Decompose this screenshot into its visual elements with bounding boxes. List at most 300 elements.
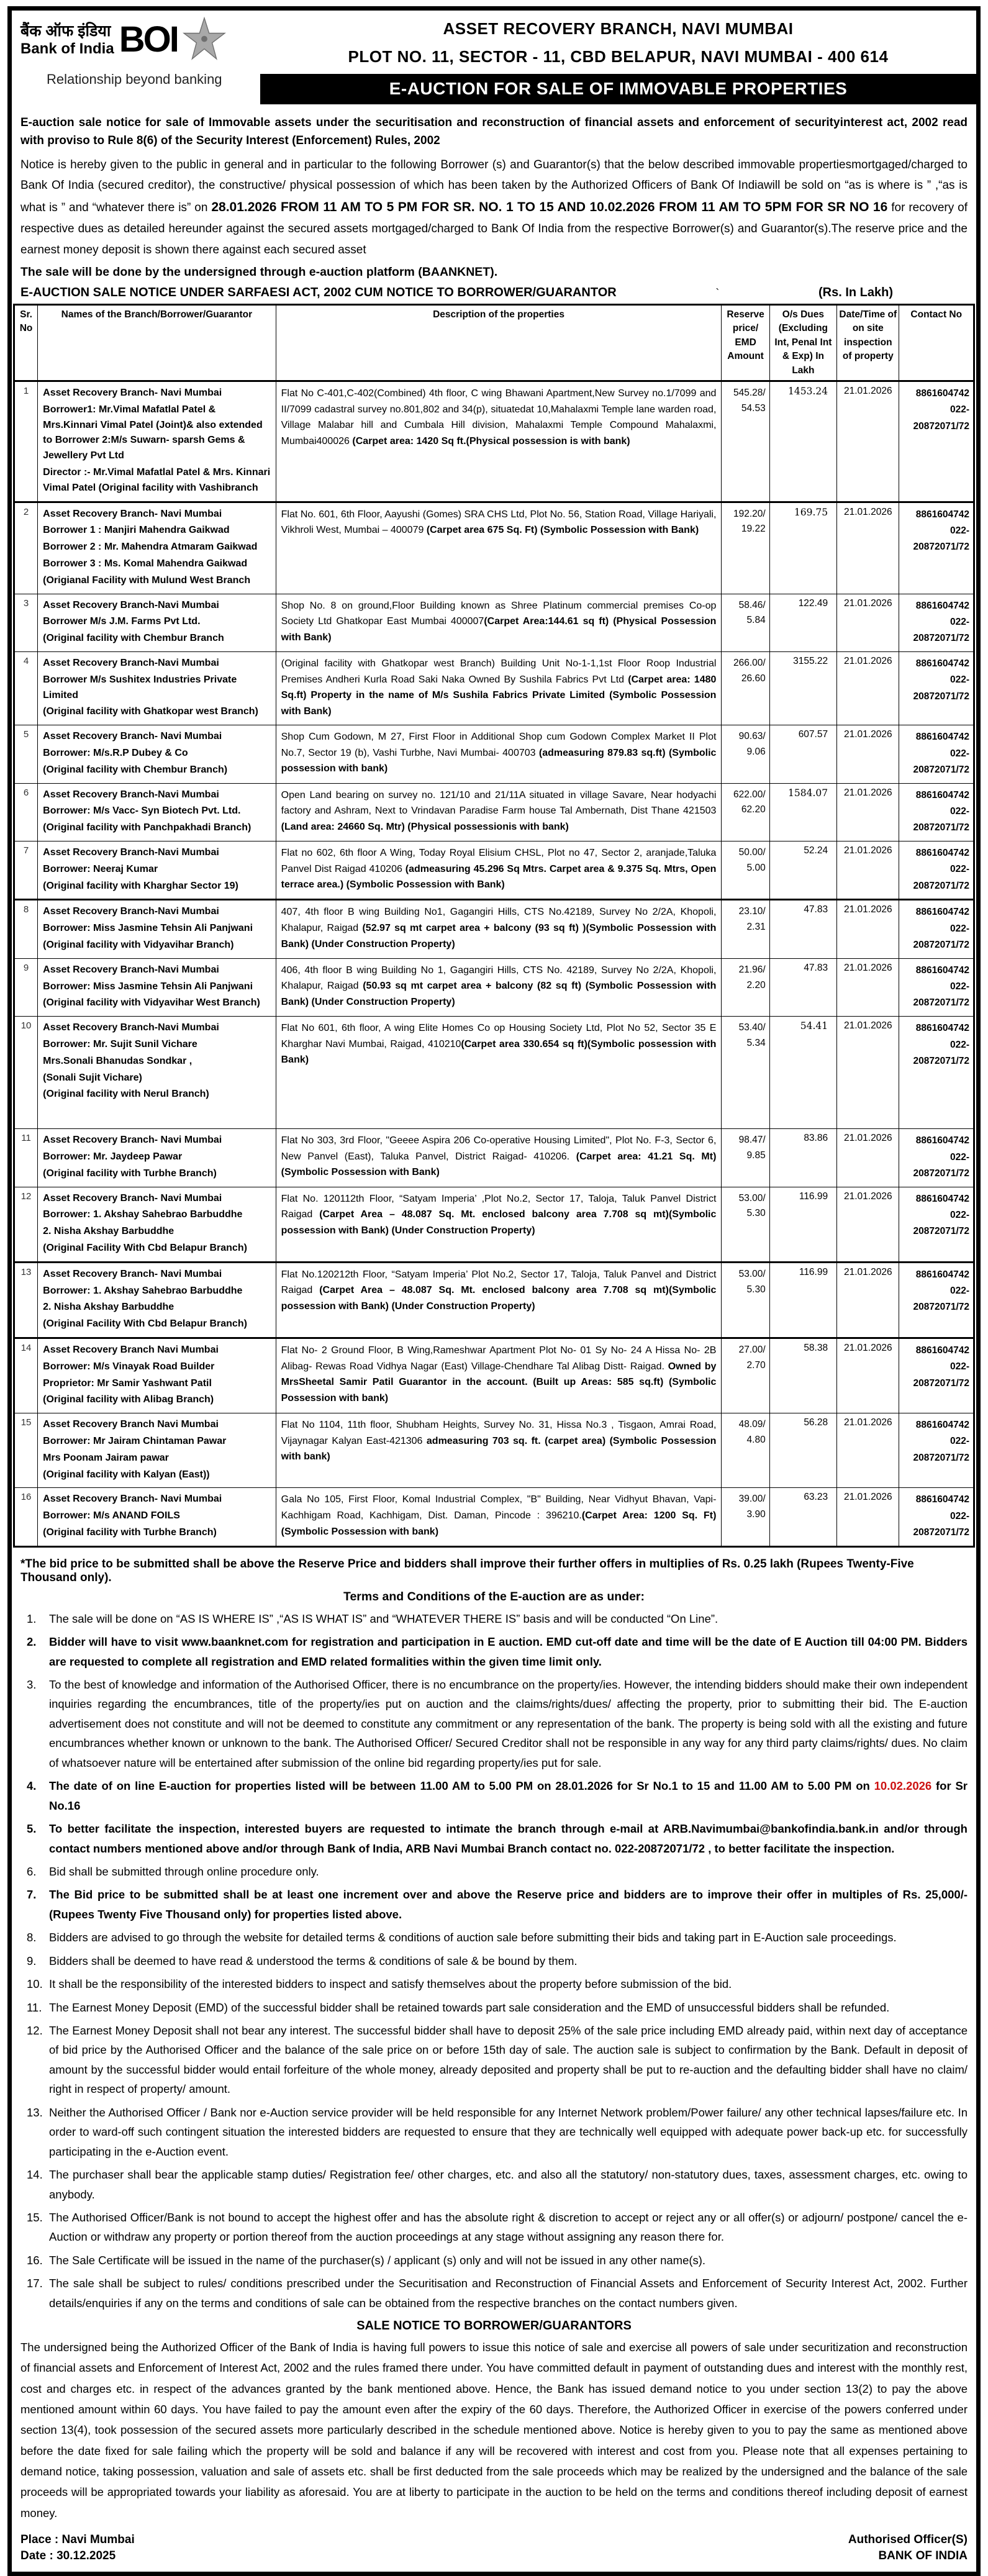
row-borrower-names	[38, 1187, 276, 1262]
row-property-description	[276, 652, 722, 725]
contact-line: 20872071/72	[913, 420, 969, 432]
sale-notice-heading: SALE NOTICE TO BORROWER/GUARANTORS	[356, 2319, 632, 2333]
borrower-line: Asset Recovery Branch-Navi Mumbai	[43, 789, 219, 800]
term-item: The Earnest Money Deposit shall not bear any interest. The successful bidder shall have to deposit 25% of the sale price including EMD already paid, within next day of acceptance of bid price by the Authorised Officer and the balance of the sale price on or before 15th day of sale. The auction sale is subject to confirmation by the Bank. Default in deposit of amount by the successful bidder would entail forfeiture of the whole money, already deposited and property shall be put to re-auction and the defaulting bidder shall have no claim/ right in respect of property/ amount.	[49, 2024, 968, 2096]
row-sr-no: 16	[14, 1488, 38, 1546]
row-contact-no	[899, 1488, 974, 1546]
emd-amount: 2.70	[746, 1359, 766, 1371]
term-item: The Sale Certificate will be issued in the name of the purchaser(s) / applicant (s) only and will not be issued in any other name(s).	[49, 2253, 706, 2267]
row-inspection-date: 21.01.2026	[837, 1187, 899, 1262]
row-property-description	[276, 594, 722, 651]
emd-amount: 4.80	[746, 1434, 766, 1445]
table-header-row	[14, 304, 974, 381]
row-contact-no	[899, 841, 974, 900]
row-property-description	[276, 1338, 722, 1413]
highlighted-date: 10.02.2026	[874, 1779, 932, 1793]
borrower-line: Borrower M/s Sushitex Industries Private Limited	[43, 674, 237, 701]
property-row	[14, 594, 974, 651]
contact-line: 022-	[949, 1209, 969, 1220]
emd-amount: 62.20	[741, 804, 766, 815]
row-contact-no	[899, 783, 974, 841]
row-sr-no: 5	[14, 725, 38, 783]
row-property-description	[276, 1017, 722, 1129]
property-row	[14, 783, 974, 841]
contact-line: 8861604742	[915, 658, 969, 669]
row-inspection-date: 21.01.2026	[837, 841, 899, 900]
borrower-line: Asset Recovery Branch Navi Mumbai	[43, 1419, 219, 1430]
emd-amount: 2.20	[746, 979, 766, 991]
description-text: Flat No- 2 Ground Floor, B Wing,Rameshwar Apartment Plot No- 01 Sy No- 24 A Hissa No- 2B Alibag- Rewas Road Vidhya Nagar (East) Village-Chendhare Tal Alibag Distt- Raigad.	[281, 1345, 717, 1372]
contact-line: 022-	[949, 617, 969, 627]
borrower-line: Borrower 3 : Ms. Komal Mahendra Gaikwad	[43, 558, 248, 569]
borrower-line: Borrower: Mr. Sujit Sunil Vichare	[43, 1038, 197, 1050]
intro-section	[12, 104, 976, 300]
description-text: 407, 4th floor B wing Building No1, Gagangiri Hills, CTS No.42189, Survey No 2/2A, Khopoli, Khalapur, Raigad	[281, 907, 717, 933]
reserve-price: 98.47/	[738, 1135, 766, 1146]
property-row	[14, 1488, 974, 1546]
borrower-line: (Original Facility With Cbd Belapur Branch)	[43, 1318, 247, 1330]
description-text: Flat No 303, 3rd Floor, "Geeee Aspira 206 Co-operative Housing Limited", Plot No. F-3, Sector 6, New Panvel (East), Taluka Panvel, District Raigad- 410206.	[281, 1135, 717, 1162]
contact-line: 8861604742	[915, 1193, 969, 1204]
row-sr-no: 6	[14, 783, 38, 841]
row-property-description	[276, 1129, 722, 1187]
reserve-price: 58.46/	[738, 599, 766, 610]
emd-amount: 9.06	[746, 746, 766, 758]
description-text: Flat No. 601, 6th Floor, Aayushi (Gomes) SRA CHS Ltd, Plot No. 56, Station Road, Village Hariyali, Vikhroli West, Mumbai – 400079	[281, 509, 717, 536]
row-reserve-emd	[722, 381, 769, 502]
row-borrower-names	[38, 1338, 276, 1413]
row-sr-no: 1	[14, 381, 38, 502]
description-bold-text: (Carpet area: 1420 Sq ft.(Physical possession is with bank)	[352, 435, 630, 447]
contact-line: 20872071/72	[913, 1527, 969, 1538]
row-outstanding-dues: 58.38	[769, 1338, 836, 1413]
property-row	[14, 381, 974, 502]
contact-line: 8861604742	[915, 848, 969, 859]
sale-notice-body: The undersigned being the Authorized Officer of the Bank of India is having full powers to issue this notice of sale and exercise all powers of sale under securitization and reconstruction of financial assets and Enforcement of Interest Act, 2002 and the rules framed there under. You have committed default in payment of outstanding dues and interest with the monthly rest, cost and charges etc. in respect of the advances granted by the bank mentioned above. Hence, the Bank has issued demand notice to you under section 13(2) to pay the above mentioned amount within 60 days. You have failed to pay the amount even after the expiry of the 60 days. Therefore, the Authorized Officer in exercise of the powers conferred under section 13(4), took possession of the secured assets more particularly described in the schedule mentioned above. Notice is hereby given to you to pay the same as mentioned above before the date fixed for sale failing which the property will be sold and balance if any will be recovered with interest and cost from you. Please note that all expenses pertaining to demand notice, taking possession, valuation and sale of assets etc. shall be first deducted from the sale proceeds which may be realized by the undersigned and the balance of the sale proceeds will be appropriated towards your liability as aforesaid. You are at liberty to participate in the auction to be held on the terms and conditions thereof including deposit of earnest money.	[20, 2341, 968, 2519]
row-borrower-names	[38, 841, 276, 900]
contact-line: 20872071/72	[913, 940, 969, 951]
description-bold-text: Owned by MrsSheetal Samir Patil Guarantor in the account. (Built up Areas: 585 sq.ft) (Symbolic Possession with bank)	[281, 1361, 717, 1404]
borrower-line: (Origianal Facility with Mulund West Branch	[43, 574, 251, 586]
row-inspection-date: 21.01.2026	[837, 725, 899, 783]
row-sr-no: 4	[14, 652, 38, 725]
contact-line: 022-	[949, 1436, 969, 1447]
row-contact-no	[899, 652, 974, 725]
row-reserve-emd	[722, 900, 769, 958]
row-outstanding-dues: 83.86	[769, 1129, 836, 1187]
row-sr-no: 2	[14, 502, 38, 594]
borrower-line: (Original Facility With Cbd Belapur Branch)	[43, 1242, 247, 1253]
unit-note: (Rs. In Lakh)	[818, 285, 893, 299]
header-contact: Contact No	[899, 304, 974, 381]
borrower-line: Asset Recovery Branch-Navi Mumbai	[43, 964, 219, 975]
row-reserve-emd	[722, 1017, 769, 1129]
borrower-line: (Original facility with Vidyavihar Branch)	[43, 940, 234, 950]
branch-address: PLOT NO. 11, SECTOR - 11, CBD BELAPUR, NAVI MUMBAI - 400 614	[348, 47, 889, 66]
contact-line: 20872071/72	[913, 764, 969, 775]
row-borrower-names	[38, 958, 276, 1016]
property-row	[14, 1338, 974, 1413]
borrower-line: Asset Recovery Branch-Navi Mumbai	[43, 599, 219, 610]
row-inspection-date: 21.01.2026	[837, 594, 899, 651]
row-sr-no: 13	[14, 1262, 38, 1338]
notice-paragraph-text2: for recovery of respective dues as detailed hereunder against the secured assets mortgaged/charged to Bank Of India from the respective Borrower(s) and Guarantor(s).The reserve price and the earnest money deposit is shown there against each secured asset	[20, 201, 968, 256]
contact-line: 8861604742	[915, 907, 969, 918]
row-inspection-date: 21.01.2026	[837, 900, 899, 958]
contact-line: 8861604742	[915, 1023, 969, 1034]
property-row	[14, 900, 974, 958]
emd-amount: 5.30	[746, 1208, 766, 1219]
property-row	[14, 1413, 974, 1488]
contact-line: 022-	[949, 748, 969, 759]
contact-line: 20872071/72	[913, 1302, 969, 1313]
description-bold-text: (Land area: 24660 Sq. Mtr) (Physical possessionis with bank)	[281, 821, 569, 832]
row-borrower-names	[38, 381, 276, 502]
reserve-price: 266.00/	[733, 658, 766, 669]
term-item: To the best of knowledge and information of the Authorised Officer, there is no encumbrance on the property/ies. However, the intending bidders should make their own independent inquiries regarding the encumbrances, title of the property/ies put on auction and the claims/rights/dues/ affecting the property, prior to submitting their bid. The E-auction advertisement does not constitute and will not be deemed to constitute any commitment or any representation of the bank. The property is being sold with all the existing and future encumbrances whether known or unknown to the bank. The Authorised Officer/ Secured Creditor shall not be responsible in any way for any third party claims/rights/ dues. No claim of whatsoever nature will be entertained after submission of the online bid regarding property/ies put for sale.	[49, 1678, 968, 1769]
row-reserve-emd	[722, 1413, 769, 1488]
term-item: Bidders are advised to go through the website for detailed terms & conditions of auction sale before submitting their bids and taking part in E-Auction sale proceedings.	[49, 1931, 897, 1944]
row-sr-no: 9	[14, 958, 38, 1016]
description-text: 406, 4th floor B wing Building No 1, Gagangiri Hills, CTS No. 42189, Survey No 2/2A, Khopoli, Khalapur, Raigad	[281, 964, 717, 992]
emd-amount: 5.30	[746, 1284, 766, 1295]
header-names: Names of the Branch/Borrower/Guarantor	[38, 304, 276, 381]
reserve-price: 21.96/	[738, 964, 766, 975]
contact-line: 8861604742	[915, 732, 969, 743]
description-bold-text: (Carpet area: 41.21 Sq. Mt) (Symbolic Possession with Bank)	[281, 1151, 717, 1178]
row-borrower-names	[38, 1262, 276, 1338]
term-item: The purchaser shall bear the applicable stamp duties/ Registration fee/ other charges, etc. and also all the statutory/ non-statutory dues, taxes, assessment charges, etc. owing to anybody.	[49, 2168, 968, 2201]
row-property-description	[276, 1488, 722, 1546]
row-borrower-names	[38, 652, 276, 725]
reserve-price: 622.00/	[733, 789, 766, 800]
description-text: Flat no 602, 6th floor A Wing, Today Royal Elisium CHSL, Plot no 47, Sector 2, aranjade,Taluka Panvel Dist Raigad 410206	[281, 848, 717, 874]
contact-line: 022-	[949, 1039, 969, 1050]
contact-line: 022-	[949, 1510, 969, 1522]
footer-bank: BANK OF INDIA	[878, 2549, 968, 2562]
bank-name-hindi: बैंक ऑफ इंडिया	[20, 22, 111, 40]
row-outstanding-dues: 607.57	[769, 725, 836, 783]
row-reserve-emd	[722, 594, 769, 651]
bank-logo	[12, 11, 260, 104]
footer-place: Place : Navi Mumbai	[20, 2533, 135, 2546]
row-property-description	[276, 381, 722, 502]
emd-amount: 9.85	[746, 1150, 766, 1161]
notice-paragraph	[20, 155, 968, 260]
row-sr-no: 14	[14, 1338, 38, 1413]
reserve-price: 53.00/	[738, 1192, 766, 1204]
contact-line: 20872071/72	[913, 633, 969, 644]
borrower-line: Borrower: Neeraj Kumar	[43, 863, 158, 874]
contact-line: 20872071/72	[913, 691, 969, 702]
borrower-line: (Original facility with Nerul Branch)	[43, 1089, 209, 1100]
borrower-line: Asset Recovery Branch-Navi Mumbai	[43, 847, 219, 858]
row-borrower-names	[38, 594, 276, 651]
emd-amount: 5.00	[746, 862, 766, 873]
property-row	[14, 1187, 974, 1262]
row-borrower-names	[38, 900, 276, 958]
contact-line: 022-	[949, 1361, 969, 1372]
row-property-description	[276, 1262, 722, 1338]
borrower-line: (Original facility with Alibag Branch)	[43, 1394, 214, 1405]
auction-notice-document	[7, 6, 981, 2576]
borrower-line: Director :- Mr.Vimal Mafatlal Patel & Mrs. Kinnari Vimal Patel (Original facility with Vashibranch	[43, 467, 271, 493]
row-outstanding-dues: 116.99	[769, 1262, 836, 1338]
emd-amount: 3.90	[746, 1509, 766, 1520]
description-text: Flat No.120212th Floor, “Satyam Imperia’ Plot No.2, Sector 17, Taloja, Taluk Panvel and District Raigad	[281, 1269, 717, 1296]
row-property-description	[276, 900, 722, 958]
row-sr-no: 8	[14, 900, 38, 958]
row-property-description	[276, 958, 722, 1016]
row-contact-no	[899, 1413, 974, 1488]
emd-amount: 54.53	[741, 402, 766, 414]
row-contact-no	[899, 502, 974, 594]
row-outstanding-dues: 1453.24	[769, 381, 836, 502]
description-bold-text: (Carpet area: 1480 Sq.ft) Property in the name of M/s Sushila Fabrics Private Limited (Symbolic Possession with Bank)	[281, 674, 717, 717]
row-inspection-date: 21.01.2026	[837, 502, 899, 594]
row-property-description	[276, 841, 722, 900]
row-borrower-names	[38, 783, 276, 841]
rupee-symbol-mark: `	[715, 286, 720, 299]
property-row	[14, 652, 974, 725]
row-inspection-date: 21.01.2026	[837, 381, 899, 502]
row-borrower-names	[38, 1413, 276, 1488]
borrower-line: Borrower 1 : Manjiri Mahendra Gaikwad	[43, 525, 230, 536]
contact-line: 20872071/72	[913, 997, 969, 1009]
borrower-line: (Original facility with Chembur Branch)	[43, 764, 228, 775]
contact-line: 8861604742	[915, 964, 969, 976]
reserve-price: 39.00/	[738, 1494, 766, 1505]
row-borrower-names	[38, 502, 276, 594]
contact-line: 20872071/72	[913, 822, 969, 833]
reserve-price: 192.20/	[733, 508, 766, 519]
row-reserve-emd	[722, 841, 769, 900]
term-item: To better facilitate the inspection, interested buyers are requested to intimate the branch through e-mail at ARB.Navimumbai@bankofindia.bank.in and/or through contact numbers mentioned above and/or through Bank of India, ARB Navi Mumbai Branch contact no. 022-20872071/72 , to better facilitate the inspection.	[49, 1822, 968, 1855]
row-contact-no	[899, 594, 974, 651]
row-contact-no	[899, 1017, 974, 1129]
row-property-description	[276, 1187, 722, 1262]
reserve-price: 545.28/	[733, 388, 766, 399]
reserve-price: 48.09/	[738, 1419, 766, 1430]
borrower-line: Mrs.Sonali Bhanudas Sondkar ,	[43, 1055, 193, 1066]
term-item: Neither the Authorised Officer / Bank nor e-Auction service provider will be held responsible for any Internet Network problem/Power failure/ any other technical lapses/failure etc. In order to ward-off such contingent situation the interested bidders are requested to ensure that they are technically well equipped with adequate power back-up etc. for successfully participating in the e-Auction event.	[49, 2105, 968, 2158]
borrower-line: 2. Nisha Akshay Barbuddhe	[43, 1302, 174, 1313]
borrower-line: (Original facility with Ghatkopar west Branch)	[43, 706, 258, 717]
contact-line: 8861604742	[915, 789, 969, 800]
term-item: The Earnest Money Deposit (EMD) of the successful bidder shall be retained towards part sale consideration and the EMD of unsuccessful bidders shall be refunded.	[49, 2000, 890, 2014]
borrower-line: Asset Recovery Branch- Navi Mumbai	[43, 508, 222, 519]
row-borrower-names	[38, 1017, 276, 1129]
borrower-line: (Sonali Sujit Vichare)	[43, 1072, 142, 1083]
term-item: Bidder will have to visit www.baanknet.com for registration and participation in E auction. EMD cut-off date and time will be the date of E Auction till 04:00 PM. Bidders are requested to complete all registration and EMD related formalities within the given time limit only.	[49, 1635, 968, 1668]
contact-line: 8861604742	[915, 1494, 969, 1505]
reserve-price: 90.63/	[738, 731, 766, 742]
borrower-line: Asset Recovery Branch- Navi Mumbai	[43, 388, 222, 399]
branch-name: ASSET RECOVERY BRANCH, NAVI MUMBAI	[443, 19, 794, 38]
description-text: Flat No 1104, 11th floor, Shubham Heights, Survey No. 31, Hissa No.3 , Tisgaon, Amrai Road, Vijaynagar Kalyan East-421306	[281, 1420, 717, 1446]
borrower-line: Borrower M/s J.M. Farms Pvt Ltd.	[43, 616, 201, 627]
description-bold-text: (Carpet area 675 Sq. Ft) (Symbolic Possession with Bank)	[426, 525, 699, 536]
contact-line: 8861604742	[915, 388, 969, 399]
borrower-line: Borrower1: Mr.Vimal Mafatlal Patel & Mrs.Kinnari Vimal Patel (Joint)& also extended to Borrower 2:M/s Suwarn- sparsh Gems & Jewellery Pvt Ltd	[43, 404, 263, 461]
header-description: Description of the properties	[276, 304, 722, 381]
row-inspection-date: 21.01.2026	[837, 958, 899, 1016]
description-bold-text: (Carpet Area: 1200 Sq. Ft) (Symbolic Possession with bank)	[281, 1510, 717, 1537]
table-title: E-AUCTION SALE NOTICE UNDER SARFAESI ACT, 2002 CUM NOTICE TO BORROWER/GUARANTOR	[20, 285, 617, 299]
borrower-line: Asset Recovery Branch- Navi Mumbai	[43, 1135, 222, 1146]
bank-abbreviation: BOI	[119, 19, 178, 60]
term-item: Bid shall be submitted through online procedure only.	[49, 1864, 319, 1878]
borrower-line: Borrower: M/s Vacc- Syn Biotech Pvt. Ltd.	[43, 805, 241, 817]
row-borrower-names	[38, 1488, 276, 1546]
emd-amount: 2.31	[746, 922, 766, 933]
borrower-line: Asset Recovery Branch-Navi Mumbai	[43, 1022, 219, 1033]
contact-line: 8861604742	[915, 1420, 969, 1431]
emd-amount: 5.34	[746, 1037, 766, 1048]
row-sr-no: 15	[14, 1413, 38, 1488]
property-row	[14, 958, 974, 1016]
contact-line: 20872071/72	[913, 1226, 969, 1237]
emd-amount: 26.60	[741, 673, 766, 684]
term-item: The Authorised Officer/Bank is not bound to accept the highest offer and has the absolute right & discretion to accept or reject any or all offer(s) or adjourn/ postpone/ cancel the e-Auction or withdraw any property or portion thereof from the auction proceedings at any stage without assigning any reason there for.	[49, 2210, 968, 2244]
row-contact-no	[899, 1129, 974, 1187]
contact-line: 022-	[949, 981, 969, 992]
reserve-price: 27.00/	[738, 1344, 766, 1355]
property-row	[14, 725, 974, 783]
description-bold-text: (Carpet area 330.654 sq ft)(Symbolic possession with Bank)	[281, 1038, 717, 1066]
auction-title-banner: E-AUCTION FOR SALE OF IMMOVABLE PROPERTIES	[260, 74, 976, 104]
property-row	[14, 841, 974, 900]
term-item: The Bid price to be submitted shall be at least one increment over and above the Reserve price and bidders are to improve their offer in multiples of Rs. 25,000/-(Rupees Twenty Five Thousand only) for properties listed above.	[49, 1888, 968, 1921]
row-reserve-emd	[722, 725, 769, 783]
description-bold-text: admeasuring 703 sq. ft. (carpet area) (Symbolic Possession with bank)	[281, 1435, 717, 1463]
row-inspection-date: 21.01.2026	[837, 1413, 899, 1488]
contact-line: 022-	[949, 404, 969, 415]
row-reserve-emd	[722, 1262, 769, 1338]
row-reserve-emd	[722, 502, 769, 594]
description-bold-text: (admeasuring 45.296 Sq Mtrs. Carpet area & 9.375 Sq. Mtrs, Open terrace area.) (Symbolic Possession with Bank)	[281, 863, 717, 891]
row-inspection-date: 21.01.2026	[837, 1129, 899, 1187]
borrower-line: Mrs Poonam Jairam pawar	[43, 1452, 169, 1463]
row-contact-no	[899, 900, 974, 958]
row-contact-no	[899, 1187, 974, 1262]
row-outstanding-dues: 122.49	[769, 594, 836, 651]
description-text: Shop Cum Godown, M 27, First Floor in Additional Shop cum Godown Complex Market II Plot No.7, Sector 19 (b), Vashi Turbhe, Navi Mumbai- 400703	[281, 732, 717, 758]
description-text: Gala No 105, First Floor, Komal Industrial Complex, "B" Building, Near Vidhyut Bhavan, Vapi- Kachhigam Road, Kachhigam, Dist. Daman, Pincode : 396210.	[281, 1494, 717, 1521]
row-reserve-emd	[722, 1187, 769, 1262]
borrower-line: 2. Nisha Akshay Barbuddhe	[43, 1226, 174, 1237]
term-item: The sale will be done on “AS IS WHERE IS” ,“AS IS WHAT IS” and “WHATEVER THERE IS” basis and will be conducted “On Line”.	[49, 1612, 718, 1625]
borrower-line: Asset Recovery Branch- Navi Mumbai	[43, 1192, 222, 1204]
row-contact-no	[899, 381, 974, 502]
row-property-description	[276, 502, 722, 594]
header-dues: O/s Dues (Excluding Int, Penal Int & Exp) In Lakh	[769, 304, 836, 381]
borrower-line: Borrower 2 : Mr. Mahendra Atmaram Gaikwad	[43, 542, 258, 553]
bank-tagline: Relationship beyond banking	[47, 71, 222, 87]
row-borrower-names	[38, 725, 276, 783]
bid-increment-note: *The bid price to be submitted shall be above the Reserve Price and bidders shall improve their further offers in multiplies of Rs. 0.25 lakh (Rupees Twenty-Five Thousand only).	[20, 1557, 914, 1584]
row-sr-no: 12	[14, 1187, 38, 1262]
row-outstanding-dues: 54.41	[769, 1017, 836, 1129]
row-inspection-date: 21.01.2026	[837, 1017, 899, 1129]
terms-section	[12, 1550, 976, 2523]
contact-line: 8861604742	[915, 1345, 969, 1356]
row-inspection-date: 21.01.2026	[837, 1262, 899, 1338]
contact-line: 8861604742	[915, 1269, 969, 1280]
row-contact-no	[899, 1338, 974, 1413]
row-contact-no	[899, 958, 974, 1016]
row-outstanding-dues: 116.99	[769, 1187, 836, 1262]
row-inspection-date: 21.01.2026	[837, 1488, 899, 1546]
borrower-line: Borrower: M/s ANAND FOILS	[43, 1510, 180, 1522]
borrower-line: Asset Recovery Branch- Navi Mumbai	[43, 1494, 222, 1505]
contact-line: 20872071/72	[913, 1055, 969, 1066]
terms-list	[20, 1609, 968, 2313]
borrower-line: Borrower: Mr. Jaydeep Pawar	[43, 1151, 183, 1162]
description-text: Flat No 601, 6th floor, A wing Elite Homes Co op Housing Society Ltd, Plot No 52, Sector 35 E Kharghar Navi Mumbai, Raigad, 410210	[281, 1023, 717, 1050]
document-header	[12, 11, 976, 104]
borrower-line: (Original facility with Turbhe Branch)	[43, 1526, 217, 1538]
notice-subject-line: E-auction sale notice for sale of Immovable assets under the securitisation and reconstruction of financial assets and enforcement of securityinterest act, 2002 read with proviso to Rule 8(6) of the Security Interest (Enforcement) Rules, 2002	[20, 116, 968, 147]
borrower-line: Asset Recovery Branch- Navi Mumbai	[43, 731, 222, 742]
row-outstanding-dues: 1584.07	[769, 783, 836, 841]
contact-line: 022-	[949, 923, 969, 934]
row-reserve-emd	[722, 1129, 769, 1187]
row-outstanding-dues: 47.83	[769, 958, 836, 1016]
header-sr-no: Sr. No	[14, 304, 38, 381]
row-outstanding-dues: 3155.22	[769, 652, 836, 725]
property-table	[13, 304, 975, 1548]
borrower-line: (Original facility with Turbhe Branch)	[43, 1168, 217, 1179]
row-reserve-emd	[722, 783, 769, 841]
description-bold-text: (admeasuring 879.83 sq.ft) (Symbolic possession with bank)	[281, 747, 717, 774]
term-item: The date of on line E-auction for properties listed will be between 11.00 AM to 5.00 PM on 28.01.2026 for Sr No.1 to 15 and 11.00 AM to 5.00 PM on 10.02.2026 for Sr No.16	[49, 1779, 968, 1812]
borrower-line: Proprietor: Mr Samir Yashwant Patil	[43, 1377, 212, 1389]
borrower-line: Asset Recovery Branch-Navi Mumbai	[43, 658, 219, 669]
property-row	[14, 1262, 974, 1338]
contact-line: 022-	[949, 805, 969, 817]
row-inspection-date: 21.01.2026	[837, 783, 899, 841]
row-property-description	[276, 783, 722, 841]
contact-line: 022-	[949, 674, 969, 686]
description-bold-text: (Carpet Area – 48.087 Sq. Mt. enclosed balcony area 7.708 sq mt)(Symbolic possession with Bank) (Under Construction Property)	[281, 1209, 717, 1236]
borrower-line: Borrower: Miss Jasmine Tehsin Ali Panjwani	[43, 923, 253, 934]
auction-dates-bold: 28.01.2026 FROM 11 AM TO 5 PM FOR SR. NO. 1 TO 15 AND 10.02.2026 FROM 11 AM TO 5PM FOR SR NO 16	[211, 199, 888, 214]
contact-line: 20872071/72	[913, 542, 969, 553]
emd-amount: 5.84	[746, 615, 766, 626]
contact-line: 022-	[949, 525, 969, 537]
contact-line: 20872071/72	[913, 1168, 969, 1179]
description-bold-text: (52.97 sq mt carpet area + balcony (93 sq ft) )(Symbolic Possession with Bank) (Under Construction Property)	[281, 923, 717, 950]
footer-date: Date : 30.12.2025	[20, 2549, 116, 2562]
bank-name-english: Bank of India	[20, 40, 114, 57]
row-outstanding-dues: 63.23	[769, 1488, 836, 1546]
description-text: Flat No C-401,C-402(Combined) 4th floor, C wing Bhawani Apartment,New Survey no.1/7099 and II/7099 cadastral survey no.801,802 and 34(p), situatedat 10,Mahalaxmi Temple lane warden road, Village Malabar hill and Cumbala Hill division, Mahalaxmi Temple Compound Mahalaxmi, Mumbai400026	[281, 388, 717, 447]
description-bold-text: (50.93 sq mt carpet area + balcony (82 sq ft) (Symbolic Possession with Bank) (Under Construction Property)	[281, 981, 717, 1007]
row-outstanding-dues: 47.83	[769, 900, 836, 958]
description-text: Flat No. 120112th Floor, “Satyam Imperia’ ,Plot No.2, Sector 17, Taloja, Taluk Panvel District Raigad	[281, 1193, 717, 1220]
row-borrower-names	[38, 1129, 276, 1187]
borrower-line: Borrower: Mr Jairam Chintaman Pawar	[43, 1435, 227, 1446]
row-inspection-date: 21.01.2026	[837, 652, 899, 725]
contact-line: 8861604742	[915, 1135, 969, 1146]
platform-line: The sale will be done by the undersigned through e-auction platform (BAANKNET).	[20, 265, 498, 279]
borrower-line: Borrower: M/s Vinayak Road Builder	[43, 1361, 215, 1372]
contact-line: 8861604742	[915, 509, 969, 520]
borrower-line: Borrower: 1. Akshay Sahebrao Barbuddhe	[43, 1285, 243, 1296]
description-bold-text: (Carpet Area:144.61 sq ft) (Physical Possession with Bank)	[281, 616, 717, 643]
footer-officer: Authorised Officer(S)	[848, 2533, 968, 2546]
